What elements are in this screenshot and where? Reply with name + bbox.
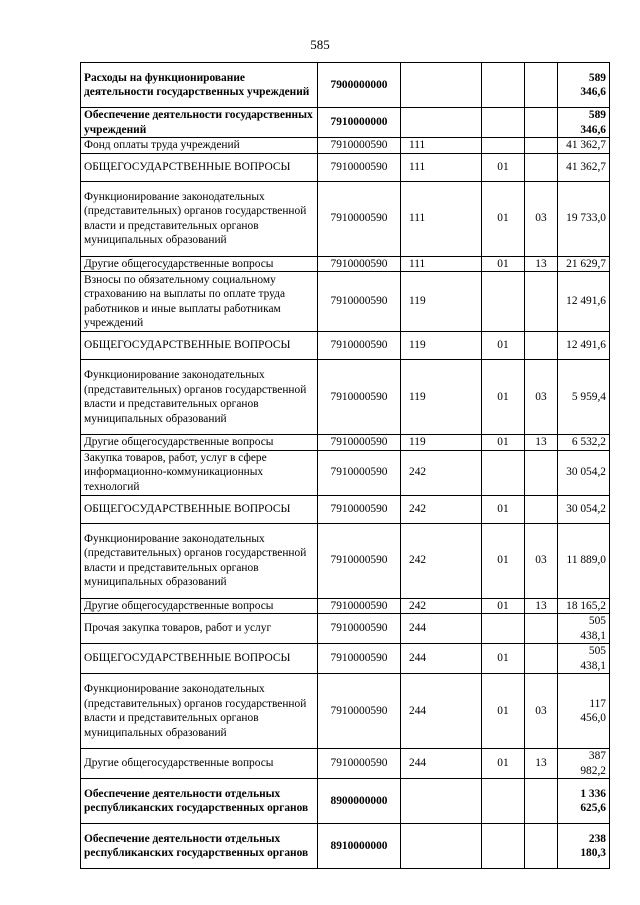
row-name-cell: Функционирование законодательных (представительных) органов государственной власти и представительных органов муниципальных образований bbox=[81, 523, 318, 598]
amount-cell: 505 438,1 bbox=[558, 644, 610, 674]
target-code-cell: 7910000590 bbox=[318, 332, 401, 360]
section-cell: 01 bbox=[482, 181, 525, 256]
row-name-cell: Фонд оплаты труда учреждений bbox=[81, 138, 318, 154]
target-code-cell: 7910000590 bbox=[318, 256, 401, 272]
row-name-cell: Обеспечение деятельности отдельных республиканских государственных органов bbox=[81, 824, 318, 869]
subsection-cell bbox=[525, 63, 558, 108]
table-row bbox=[81, 779, 610, 824]
row-name-cell: Функционирование законодательных (представительных) органов государственной власти и представительных органов муниципальных образований bbox=[81, 360, 318, 435]
amount-cell: 11 889,0 bbox=[558, 523, 610, 598]
table-row bbox=[81, 749, 610, 779]
budget-table-body bbox=[81, 63, 610, 869]
amount-cell: 5 959,4 bbox=[558, 360, 610, 435]
table-row bbox=[81, 153, 610, 181]
section-cell bbox=[482, 138, 525, 154]
row-name-cell: ОБЩЕГОСУДАРСТВЕННЫЕ ВОПРОСЫ bbox=[81, 495, 318, 523]
amount-cell: 589 346,6 bbox=[558, 108, 610, 138]
section-cell: 01 bbox=[482, 749, 525, 779]
table-row bbox=[81, 63, 610, 108]
target-code-cell: 7910000590 bbox=[318, 272, 401, 332]
amount-cell: 1 336 625,6 bbox=[558, 779, 610, 824]
target-code-cell: 7910000590 bbox=[318, 523, 401, 598]
subsection-cell bbox=[525, 644, 558, 674]
amount-cell: 41 362,7 bbox=[558, 138, 610, 154]
target-code-cell: 7910000590 bbox=[318, 435, 401, 451]
target-code-cell: 7910000590 bbox=[318, 598, 401, 614]
expense-type-cell: 111 bbox=[401, 153, 482, 181]
target-code-cell: 7910000590 bbox=[318, 450, 401, 495]
expense-type-cell bbox=[401, 779, 482, 824]
subsection-cell: 03 bbox=[525, 523, 558, 598]
row-name-cell: ОБЩЕГОСУДАРСТВЕННЫЕ ВОПРОСЫ bbox=[81, 153, 318, 181]
section-cell: 01 bbox=[482, 256, 525, 272]
row-name-cell: Обеспечение деятельности государственных учреждений bbox=[81, 108, 318, 138]
target-code-cell: 7910000000 bbox=[318, 108, 401, 138]
table-row bbox=[81, 644, 610, 674]
row-name-cell: Другие общегосударственные вопросы bbox=[81, 256, 318, 272]
table-row bbox=[81, 272, 610, 332]
target-code-cell: 8910000000 bbox=[318, 824, 401, 869]
section-cell bbox=[482, 779, 525, 824]
section-cell: 01 bbox=[482, 495, 525, 523]
amount-cell: 21 629,7 bbox=[558, 256, 610, 272]
amount-cell: 18 165,2 bbox=[558, 598, 610, 614]
target-code-cell: 7910000590 bbox=[318, 749, 401, 779]
table-row bbox=[81, 435, 610, 451]
row-name-cell: Другие общегосударственные вопросы bbox=[81, 435, 318, 451]
row-name-cell: Другие общегосударственные вопросы bbox=[81, 749, 318, 779]
section-cell: 01 bbox=[482, 153, 525, 181]
amount-cell: 589 346,6 bbox=[558, 63, 610, 108]
section-cell bbox=[482, 614, 525, 644]
expense-type-cell: 119 bbox=[401, 332, 482, 360]
row-name-cell: Другие общегосударственные вопросы bbox=[81, 598, 318, 614]
amount-cell: 30 054,2 bbox=[558, 495, 610, 523]
section-cell bbox=[482, 108, 525, 138]
section-cell bbox=[482, 63, 525, 108]
expense-type-cell: 244 bbox=[401, 749, 482, 779]
amount-cell: 12 491,6 bbox=[558, 272, 610, 332]
section-cell: 01 bbox=[482, 360, 525, 435]
section-cell: 01 bbox=[482, 644, 525, 674]
target-code-cell: 7910000590 bbox=[318, 495, 401, 523]
amount-cell: 238 180,3 bbox=[558, 824, 610, 869]
expense-type-cell bbox=[401, 824, 482, 869]
expense-type-cell: 111 bbox=[401, 138, 482, 154]
expense-type-cell: 242 bbox=[401, 598, 482, 614]
subsection-cell: 03 bbox=[525, 674, 558, 749]
expense-type-cell bbox=[401, 108, 482, 138]
row-name-cell: ОБЩЕГОСУДАРСТВЕННЫЕ ВОПРОСЫ bbox=[81, 644, 318, 674]
target-code-cell: 7910000590 bbox=[318, 644, 401, 674]
amount-cell: 6 532,2 bbox=[558, 435, 610, 451]
table-row bbox=[81, 598, 610, 614]
target-code-cell: 7910000590 bbox=[318, 181, 401, 256]
section-cell bbox=[482, 824, 525, 869]
expense-type-cell: 244 bbox=[401, 644, 482, 674]
expense-type-cell: 242 bbox=[401, 523, 482, 598]
section-cell: 01 bbox=[482, 332, 525, 360]
amount-cell: 19 733,0 bbox=[558, 181, 610, 256]
subsection-cell bbox=[525, 332, 558, 360]
table-row bbox=[81, 360, 610, 435]
row-name-cell: Функционирование законодательных (представительных) органов государственной власти и представительных органов муниципальных образований bbox=[81, 674, 318, 749]
amount-cell: 30 054,2 bbox=[558, 450, 610, 495]
table-row bbox=[81, 108, 610, 138]
target-code-cell: 7910000590 bbox=[318, 153, 401, 181]
amount-cell: 117 456,0 bbox=[558, 674, 610, 749]
subsection-cell: 13 bbox=[525, 749, 558, 779]
row-name-cell: ОБЩЕГОСУДАРСТВЕННЫЕ ВОПРОСЫ bbox=[81, 332, 318, 360]
page-number: 585 bbox=[310, 37, 330, 52]
table-row bbox=[81, 256, 610, 272]
amount-cell: 505 438,1 bbox=[558, 614, 610, 644]
subsection-cell bbox=[525, 614, 558, 644]
row-name-cell: Закупка товаров, работ, услуг в сфере информационно-коммуникационных технологий bbox=[81, 450, 318, 495]
expense-type-cell: 242 bbox=[401, 495, 482, 523]
subsection-cell: 13 bbox=[525, 256, 558, 272]
target-code-cell: 7910000590 bbox=[318, 674, 401, 749]
table-row bbox=[81, 181, 610, 256]
subsection-cell: 13 bbox=[525, 435, 558, 451]
expense-type-cell: 119 bbox=[401, 360, 482, 435]
expense-type-cell: 119 bbox=[401, 435, 482, 451]
expense-type-cell bbox=[401, 63, 482, 108]
expense-type-cell: 119 bbox=[401, 272, 482, 332]
target-code-cell: 7910000590 bbox=[318, 360, 401, 435]
section-cell: 01 bbox=[482, 674, 525, 749]
subsection-cell bbox=[525, 779, 558, 824]
row-name-cell: Взносы по обязательному социальному страхованию на выплаты по оплате труда работников и иные выплаты работникам учреждений bbox=[81, 272, 318, 332]
expense-type-cell: 242 bbox=[401, 450, 482, 495]
expense-type-cell: 244 bbox=[401, 674, 482, 749]
row-name-cell: Обеспечение деятельности отдельных республиканских государственных органов bbox=[81, 779, 318, 824]
table-row bbox=[81, 450, 610, 495]
table-row bbox=[81, 614, 610, 644]
section-cell: 01 bbox=[482, 435, 525, 451]
table-row bbox=[81, 495, 610, 523]
target-code-cell: 7910000590 bbox=[318, 614, 401, 644]
table-row bbox=[81, 824, 610, 869]
table-row bbox=[81, 523, 610, 598]
row-name-cell: Прочая закупка товаров, работ и услуг bbox=[81, 614, 318, 644]
amount-cell: 41 362,7 bbox=[558, 153, 610, 181]
subsection-cell bbox=[525, 108, 558, 138]
subsection-cell bbox=[525, 495, 558, 523]
table-row bbox=[81, 674, 610, 749]
subsection-cell bbox=[525, 153, 558, 181]
subsection-cell bbox=[525, 450, 558, 495]
section-cell bbox=[482, 450, 525, 495]
target-code-cell: 7900000000 bbox=[318, 63, 401, 108]
target-code-cell: 8900000000 bbox=[318, 779, 401, 824]
amount-cell: 387 982,2 bbox=[558, 749, 610, 779]
target-code-cell: 7910000590 bbox=[318, 138, 401, 154]
subsection-cell: 03 bbox=[525, 181, 558, 256]
expense-type-cell: 111 bbox=[401, 256, 482, 272]
table-row bbox=[81, 138, 610, 154]
row-name-cell: Функционирование законодательных (представительных) органов государственной власти и представительных органов муниципальных образований bbox=[81, 181, 318, 256]
subsection-cell: 13 bbox=[525, 598, 558, 614]
subsection-cell: 03 bbox=[525, 360, 558, 435]
subsection-cell bbox=[525, 272, 558, 332]
expense-type-cell: 111 bbox=[401, 181, 482, 256]
row-name-cell: Расходы на функционирование деятельности государственных учреждений bbox=[81, 63, 318, 108]
section-cell bbox=[482, 272, 525, 332]
section-cell: 01 bbox=[482, 523, 525, 598]
subsection-cell bbox=[525, 824, 558, 869]
expense-type-cell: 244 bbox=[401, 614, 482, 644]
table-row bbox=[81, 332, 610, 360]
section-cell: 01 bbox=[482, 598, 525, 614]
subsection-cell bbox=[525, 138, 558, 154]
budget-table bbox=[80, 62, 610, 869]
amount-cell: 12 491,6 bbox=[558, 332, 610, 360]
